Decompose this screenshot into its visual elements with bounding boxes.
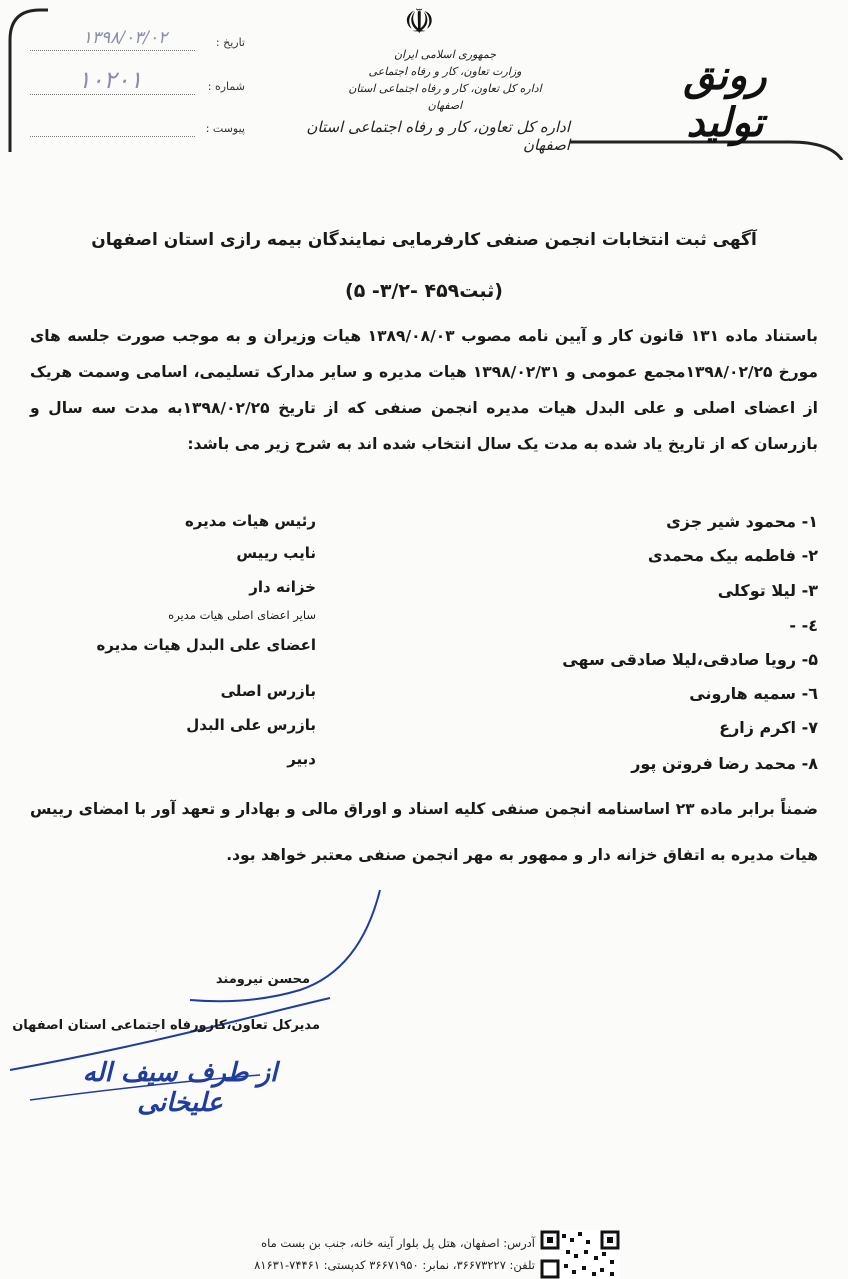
department-name: اداره کل تعاون، کار و رفاه اجتماعی استان اصفهان xyxy=(306,118,570,154)
member-name: ۳- لیلا توکلی xyxy=(717,581,818,600)
address-text: آدرس: اصفهان، هتل پل بلوار آینه خانه، جنب بن بست ماه xyxy=(261,1236,535,1250)
member-name: ۲- فاطمه بیک محمدی xyxy=(647,546,818,565)
signatory-name: محسن نیرومند xyxy=(215,972,310,987)
ministry-block xyxy=(330,46,560,114)
member-name: ٦- سمیه هارونی xyxy=(689,684,818,703)
qr-code-icon xyxy=(540,1230,620,1279)
attachment-line xyxy=(30,136,195,137)
number-value: ۱۰۲۰۱ xyxy=(77,66,143,94)
member-name: ۸- محمد رضا فروتن پور xyxy=(631,754,818,773)
member-role: سایر اعضای اصلی هیات مدیره xyxy=(168,608,316,622)
handwritten-signature: از طرف سیف اله علیخانی xyxy=(82,1058,278,1118)
ministry-line: جمهوری اسلامی ایران xyxy=(393,48,497,61)
member-role: اعضای علی البدل هیات مدیره xyxy=(96,636,316,654)
phone-text: تلفن: ۳۶۶۷۳۲۲۷، نمابر: ۳۶۶۷۱۹۵۰ کدپستی: ۷۴۴۶۱-۸۱۶۳۱ xyxy=(254,1258,535,1272)
date-label: تاریخ : xyxy=(215,36,245,49)
number-label: شماره : xyxy=(207,80,245,93)
member-name: ۷- اکرم زارع xyxy=(719,718,818,737)
member-role: خزانه دار xyxy=(249,578,316,596)
number-line xyxy=(30,94,195,95)
registration-number: (ثبت۴۵۹ -۳/۲- ۵) xyxy=(345,280,503,302)
member-name: ۵- رویا صادقی،لیلا صادقی سهی xyxy=(562,650,818,669)
member-name: ۱- محمود شیر جزی xyxy=(666,512,818,531)
ministry-line: اداره کل تعاون، کار و رفاه اجتماعی استان اصفهان xyxy=(348,82,542,112)
footer-contact xyxy=(200,1232,535,1276)
date-value: ۱۳۹۸/۰۳/۰۲ xyxy=(82,28,168,48)
member-role: بازرس اصلی xyxy=(220,682,316,700)
intro-paragraph: باستناد ماده ۱۳۱ قانون کار و آیین نامه مصوب ۱۳۸۹/۰۸/۰۳ هیات وزیران و به موجب صورت جلسه های مورخ ۱۳۹۸/۰۲/۲۵مجمع عمومی و ۱۳۹۸/۰۲/۳۱ هیات مدیره و سایر مدارک تسلیمی، اسامی وسمت هریک از اعضای اصلی و علی البدل هیات مدیره انجمن صنفی که از تاریخ ۱۳۹۸/۰۲/۲۵به مدت سه سال و بازرسان که از تاریخ یاد شده به مدت یک سال انتخاب شده اند به شرح زیر می باشد: xyxy=(30,327,818,453)
slogan: رونق تولید xyxy=(683,52,767,146)
member-role: رئیس هیات مدیره xyxy=(184,512,316,530)
member-role: بازرس علی البدل xyxy=(186,716,316,734)
member-name: ٤- - xyxy=(789,616,818,635)
member-role: دبیر xyxy=(287,750,316,768)
date-line xyxy=(30,50,195,51)
document-title: آگهی ثبت انتخابات انجمن صنفی کارفرمایی نمایندگان بیمه رازی استان اصفهان xyxy=(91,230,757,250)
attachment-label: پیوست : xyxy=(205,122,245,135)
signatory-title: مدیرکل تعاون،کارورفاه اجتماعی استان اصفهان xyxy=(12,1018,320,1033)
member-role: نایب رییس xyxy=(236,544,316,562)
ministry-line: وزارت تعاون، کار و رفاه اجتماعی xyxy=(368,65,522,78)
closing-paragraph: ضمناً برابر ماده ۲۳ اساسنامه انجمن صنفی کلیه اسناد و اوراق مالی و بهادار و تعهد آور با امضای رییس هیات مدیره به اتفاق خزانه دار و ممهور به مهر انجمن صنفی معتبر خواهد بود. xyxy=(30,800,818,864)
iran-emblem: ☫ xyxy=(404,2,435,42)
